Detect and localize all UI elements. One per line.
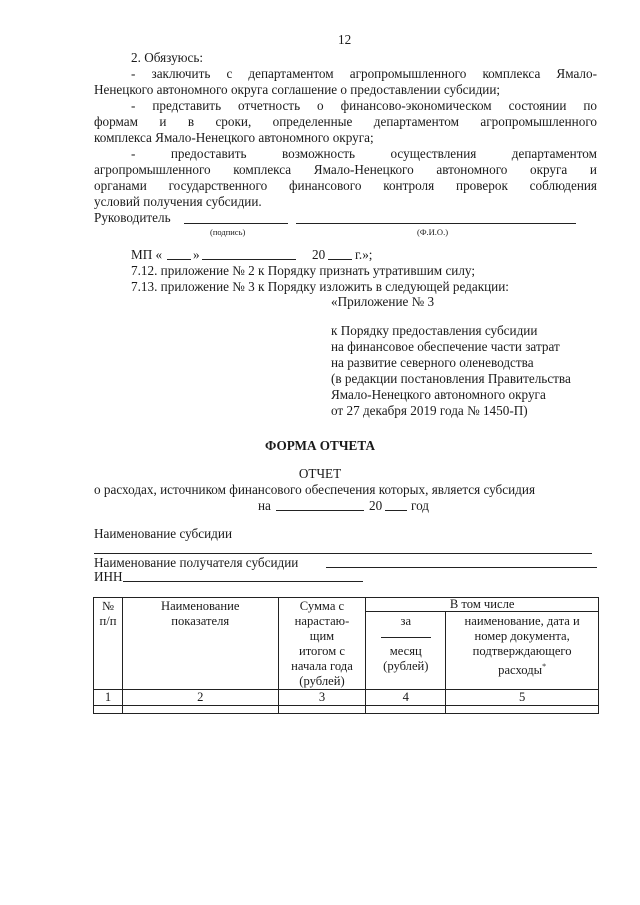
recipient-name-label: Наименование получателя субсидии — [94, 555, 299, 570]
report-year-suffix: год — [411, 498, 430, 513]
report-subtitle: о расходах, источником финансового обеспечения которых, является субсидия — [94, 482, 536, 497]
empty-cell — [122, 706, 278, 714]
stamp-day-blank — [167, 259, 191, 260]
col-number-2: 2 — [122, 690, 278, 706]
name-caption: (Ф.И.О.) — [417, 227, 449, 237]
empty-cell — [366, 706, 446, 714]
obligation-1-line1: - заключить с департаментом агропромышленного комплекса Ямало- — [131, 66, 597, 81]
stamp-mp: МП « — [131, 247, 163, 262]
stamp-year-blank — [328, 259, 352, 260]
empty-cell — [278, 706, 366, 714]
obligation-3-line2: агропромышленного комплекса Ямало-Ненецкого автономного округа и — [94, 162, 597, 177]
obligation-3-line1: - предоставить возможность осуществления департаментом — [131, 146, 597, 161]
report-period-blank — [276, 510, 364, 511]
stamp-year: 20 — [312, 247, 326, 262]
obligation-2-line2: формам и в сроки, определенные департаментом агропромышленного — [94, 114, 597, 129]
header-cumulative-sum: Сумма с нарастаю- щим итогом с начала года (рублей) — [278, 598, 366, 690]
header-document: наименование, дата и номер документа, подтверждающего расходы* — [446, 612, 599, 690]
appendix-line-3: на финансовое обеспечение части затрат — [331, 339, 560, 354]
signature-blank — [184, 223, 288, 224]
report-year-blank — [385, 510, 407, 511]
appendix-line-4: на развитие северного оленеводства — [331, 355, 534, 370]
obligation-2-line1: - представить отчетность о финансово-экономическом состоянии по — [131, 98, 597, 113]
appendix-line-2: к Порядку предоставления субсидии — [331, 323, 538, 338]
obligation-3-line3: органами государственного финансового контроля проверок соблюдения — [94, 178, 597, 193]
header-for-month: за месяц (рублей) — [366, 612, 446, 690]
empty-cell — [94, 706, 123, 714]
page-number: 12 — [338, 32, 352, 47]
obligations-heading: 2. Обязуюсь: — [131, 50, 204, 65]
report-table — [93, 597, 599, 714]
report-title: ОТЧЕТ — [298, 466, 342, 481]
signature-caption: (подпись) — [210, 227, 246, 237]
inn-label: ИНН — [94, 569, 123, 584]
subsidy-name-blank — [94, 553, 592, 554]
col-number-5: 5 — [446, 690, 599, 706]
stamp-end: г.»; — [355, 247, 373, 262]
amendment-7-13: 7.13. приложение № 3 к Порядку изложить в следующей редакции: — [131, 279, 509, 294]
col-number-1: 1 — [94, 690, 123, 706]
recipient-name-blank — [326, 567, 597, 568]
stamp-mid: » — [193, 247, 200, 262]
stamp-month-blank — [202, 259, 296, 260]
appendix-line-5: (в редакции постановления Правительства — [331, 371, 571, 386]
empty-cell — [446, 706, 599, 714]
report-on: на — [258, 498, 271, 513]
header-including: В том числе — [366, 598, 599, 612]
month-blank — [381, 637, 431, 638]
appendix-line-6: Ямало-Ненецкого автономного округа — [331, 387, 546, 402]
subsidy-name-label: Наименование субсидии — [94, 526, 232, 541]
report-year-prefix: 20 — [369, 498, 383, 513]
header-number: № п/п — [94, 598, 123, 690]
inn-blank — [123, 581, 363, 582]
col-number-3: 3 — [278, 690, 366, 706]
obligation-2-line3: комплекса Ямало-Ненецкого автономного округа; — [94, 130, 374, 145]
col-number-4: 4 — [366, 690, 446, 706]
form-title: ФОРМА ОТЧЕТА — [264, 438, 375, 453]
obligation-3-line4: условий получения субсидии. — [94, 194, 262, 209]
signature-label: Руководитель — [94, 210, 171, 225]
obligation-1-line2: Ненецкого автономного округа соглашение о предоставлении субсидии; — [94, 82, 501, 97]
name-blank — [296, 223, 576, 224]
amendment-7-12: 7.12. приложение № 2 к Порядку признать утратившим силу; — [131, 263, 476, 278]
appendix-line-1: «Приложение № 3 — [331, 294, 435, 309]
header-indicator-name: Наименование показателя — [122, 598, 278, 690]
appendix-line-7: от 27 декабря 2019 года № 1450-П) — [331, 403, 528, 418]
